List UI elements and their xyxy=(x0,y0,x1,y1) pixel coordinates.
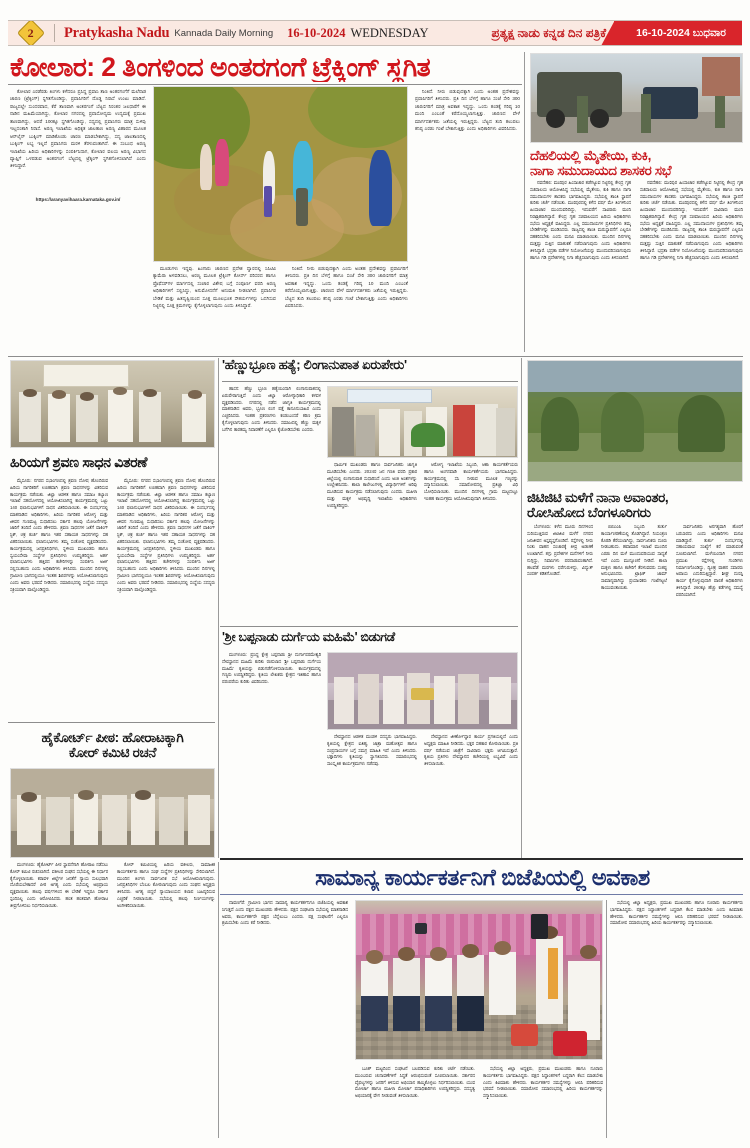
book-body-col3 xyxy=(424,734,518,852)
hearing-col2-text: ಮೈಸೂರು: ನಗರದ ಸಭಾಂಗಣದಲ್ಲಿ ಶ್ರವಣ ದೋಷ ಹೊಂದಿರುವ ಹಿರಿಯ ನಾಗರಿಕರಿಗೆ ಉಚಿತವಾಗಿ ಶ್ರವಣ ಸಾಧನಗಳನ್ನು ವಿತರಿಸುವ ಕಾರ್ಯಕ್ರಮ ನಡೆಯಿತು. ಜಿಲ್ಲಾ ಆಡಳಿತ ಹಾಗೂ ಸಮಾಜ ಕಲ್ಯಾಣ ಇಲಾಖೆ ಸಹಯೋಗದಲ್ಲಿ ಆಯೋಜಿಸಲಾಗಿದ್ದ ಕಾರ್ಯಕ್ರಮದಲ್ಲಿ ಒಟ್ಟು 140 ಫಲಾನುಭವಿಗಳಿಗೆ ಸಾಧನ ವಿತರಿಸಲಾಯಿತು. ಈ ಸಂದರ್ಭದಲ್ಲಿ ಮಾತನಾಡಿದ ಅಧಿಕಾರಿಗಳು, ಹಿರಿಯ ನಾಗರಿಕರ ಆರೋಗ್ಯ ಮತ್ತು ಜೀವನ ಗುಣಮಟ್ಟ ಸುಧಾರಿಸಲು ಸರ್ಕಾರ ಹಲವು ಯೋಜನೆಗಳನ್ನು ಜಾರಿಗೆ ತಂದಿದೆ ಎಂದು ಹೇಳಿದರು. ಶ್ರವಣ ಸಾಧನಗಳ ಜತೆಗೆ ವಾಕಿಂಗ್ ಸ್ಟಿಕ್, ಚಕ್ರ ಕುರ್ಚಿ ಹಾಗೂ ಇತರ ಸಹಾಯಕ ಸಾಧನಗಳನ್ನು ಸಹ ವಿತರಿಸಲಾಯಿತು. ಫಲಾನುಭವಿಗಳು ತಮ್ಮ ಸಂತೋಷ ವ್ಯಕ್ತಪಡಿಸಿದರು. ಕಾರ್ಯಕ್ರಮದಲ್ಲಿ ಜನಪ್ರತಿನಿಧಿಗಳು, ಸ್ಥಳೀಯ ಮುಖಂಡರು ಹಾಗೂ ಸ್ವಯಂಸೇವಾ ಸಂಸ್ಥೆಗಳ ಪ್ರತಿನಿಧಿಗಳು ಉಪಸ್ಥಿತರಿದ್ದರು. ಅರ್ಹ ಫಲಾನುಭವಿಗಳು ಹತ್ತಿರದ ಕಚೇರಿಗಳನ್ನು ಸಂಪರ್ಕಿಸಿ ಅರ್ಜಿ ಸಲ್ಲಿಸಬಹುದು ಎಂದು ಅಧಿಕಾರಿಗಳು ತಿಳಿಸಿದರು. ಮುಂದಿನ ದಿನಗಳಲ್ಲಿ ಗ್ರಾಮೀಣ ಭಾಗದಲ್ಲಿಯೂ ಇಂತಹ ಶಿಬಿರಗಳನ್ನು ಆಯೋಜಿಸಲಾಗುವುದು ಎಂದು ಅವರು ಭರವಸೆ ನೀಡಿದರು. ಸಮಾರಂಭದಲ್ಲಿ ಸಂಸ್ಥೆಯ ಸದಸ್ಯರು ಸಕ್ರಿಯವಾಗಿ ಪಾಲ್ಗೊಂಡಿದ್ದರು. xyxy=(117,478,215,592)
lead-col4-text: ನಿಂತಿದೆ. ನೀರು ಬಿಡುವುದಕ್ಕಾಗಿ ಎಂದು ಅಂತಹ ಪ್ರದೇಶವನ್ನು ಪ್ರವಾಸಿಗರಿಗೆ ತಿಳಿಸಿದರು. ಪ್ರತಿ ದಿನ ಬೆಳಗ್ಗೆ ಹಾಗೂ ಸಂಜೆ ಸೇರಿ 300 ಚಾರಣಿಗರಿಗೆ ಮಾತ್ರ ಅವಕಾಶ ಇದ್ದದ್ದು. ಒಂದು ತಂಡಕ್ಕೆ ಗರಿಷ್ಠ 10 ಮಂದಿ ಎಂಬಂತೆ ಕರೆದೊಯ್ಯಲಾಗುತ್ತಿತ್ತು. ಚಾರಣದ ವೇಳೆ ಮಾರ್ಗದರ್ಶಕರು ಜತೆಯಲ್ಲಿ ಇರುತ್ತಿದ್ದರು. ಬೆಟ್ಟದ ತುದಿ ತಲುಪಲು ಕನಿಷ್ಠ ಎರಡು ಗಂಟೆ ಬೇಕಾಗುತ್ತಿತ್ತು ಎಂದು ಅಧಿಕಾರಿಗಳು ವಿವರಿಸಿದರು. xyxy=(415,89,520,132)
bjp-col1-text: ದಾವಣಗೆರೆ: ಗ್ರಾಮೀಣ ಭಾಗದ ಸಾಮಾನ್ಯ ಕಾರ್ಯಕರ್ತನಿಗೂ ಬಿಜೆಪಿಯಲ್ಲಿ ಅವಕಾಶ ಸಿಗುತ್ತದೆ ಎಂದು ಪಕ್ಷದ ಮುಖಂಡರು ಹೇಳಿದರು. ಪಕ್ಷದ ಸಂಘಟನಾ ಸಭೆಯಲ್ಲಿ ಮಾತನಾಡಿದ ಅವರು, ಕಾರ್ಯಕರ್ತರೇ ಪಕ್ಷದ ಬೆನ್ನೆಲುಬು ಎಂದರು. ಪಕ್ಷ ಸಂಘಟನೆಗೆ ಎಲ್ಲರೂ ಶ್ರಮಿಸಬೇಕು ಎಂದು ಕರೆ ನೀಡಿದರು. xyxy=(222,900,348,926)
lead-body-col2 xyxy=(153,265,276,355)
column-rule-center-1 xyxy=(218,358,219,858)
masthead-kannada-tagline: ಪ್ರತ್ಯಕ್ಷ ನಾಡು ಕನ್ನಡ ದಿನ ಪತ್ರಿಕೆ xyxy=(491,25,607,40)
manipur-headline-line1: ದೆಹಲಿಯಲ್ಲಿ ಮೈತೇಯಿ, ಕುಕಿ, xyxy=(530,148,652,163)
column-rule-right-top xyxy=(524,52,525,352)
highcourt-headline-line1: ಹೈಕೋರ್ಟ್ ಪೀಠ: ಹೋರಾಟಕ್ಕಾಗಿ xyxy=(41,730,184,745)
highcourt-body-col2 xyxy=(117,862,215,1137)
foeticide-col3-text: ಆರೋಗ್ಯ ಇಲಾಖೆಯ ಸಿಬ್ಬಂದಿ, ಆಶಾ ಕಾರ್ಯಕರ್ತೆಯರು ಹಾಗೂ ಅಂಗನವಾಡಿ ಕಾರ್ಯಕರ್ತೆಯರು ಭಾಗವಹಿಸಿದ್ದರು. ಕಾರ್ಯಕ್ರಮದಲ್ಲಿ ಸಸಿ ನೀಡುವ ಮೂಲಕ ಗಣ್ಯರನ್ನು ಸನ್ಮಾನಿಸಲಾಯಿತು. ಸಮಾರೋಪದಲ್ಲಿ ಪ್ರತಿಜ್ಞಾ ವಿಧಿ ಬೋಧಿಸಲಾಯಿತು. ಮುಂದಿನ ದಿನಗಳಲ್ಲಿ ಗ್ರಾಮ ಮಟ್ಟದಲ್ಲೂ ಇಂತಹ ಕಾರ್ಯಕ್ರಮ ಆಯೋಜಿಸುವುದಾಗಿ ತಿಳಿಸಿದರು. xyxy=(424,462,518,501)
rule-above-highcourt xyxy=(8,722,215,723)
masthead-divider xyxy=(54,24,55,42)
rule-under-lead-headline xyxy=(8,84,522,85)
photo-bengaluru-rain xyxy=(527,360,743,482)
bjp-body-col1 xyxy=(222,900,348,1138)
bjp-body-col2 xyxy=(355,1066,475,1138)
hearing-aid-body-col1 xyxy=(10,478,108,716)
hearing-aid-body-col2 xyxy=(117,478,215,716)
masthead xyxy=(8,20,742,46)
manipur-body-col1 xyxy=(530,180,631,352)
column-rule-bottom-left xyxy=(218,862,219,1138)
bjp-body-col4 xyxy=(610,900,743,1138)
diamond-icon xyxy=(17,20,45,46)
hearing-col1-text: ಮೈಸೂರು: ನಗರದ ಸಭಾಂಗಣದಲ್ಲಿ ಶ್ರವಣ ದೋಷ ಹೊಂದಿರುವ ಹಿರಿಯ ನಾಗರಿಕರಿಗೆ ಉಚಿತವಾಗಿ ಶ್ರವಣ ಸಾಧನಗಳನ್ನು ವಿತರಿಸುವ ಕಾರ್ಯಕ್ರಮ ನಡೆಯಿತು. ಜಿಲ್ಲಾ ಆಡಳಿತ ಹಾಗೂ ಸಮಾಜ ಕಲ್ಯಾಣ ಇಲಾಖೆ ಸಹಯೋಗದಲ್ಲಿ ಆಯೋಜಿಸಲಾಗಿದ್ದ ಕಾರ್ಯಕ್ರಮದಲ್ಲಿ ಒಟ್ಟು 140 ಫಲಾನುಭವಿಗಳಿಗೆ ಸಾಧನ ವಿತರಿಸಲಾಯಿತು. ಈ ಸಂದರ್ಭದಲ್ಲಿ ಮಾತನಾಡಿದ ಅಧಿಕಾರಿಗಳು, ಹಿರಿಯ ನಾಗರಿಕರ ಆರೋಗ್ಯ ಮತ್ತು ಜೀವನ ಗುಣಮಟ್ಟ ಸುಧಾರಿಸಲು ಸರ್ಕಾರ ಹಲವು ಯೋಜನೆಗಳನ್ನು ಜಾರಿಗೆ ತಂದಿದೆ ಎಂದು ಹೇಳಿದರು. ಶ್ರವಣ ಸಾಧನಗಳ ಜತೆಗೆ ವಾಕಿಂಗ್ ಸ್ಟಿಕ್, ಚಕ್ರ ಕುರ್ಚಿ ಹಾಗೂ ಇತರ ಸಹಾಯಕ ಸಾಧನಗಳನ್ನು ಸಹ ವಿತರಿಸಲಾಯಿತು. ಫಲಾನುಭವಿಗಳು ತಮ್ಮ ಸಂತೋಷ ವ್ಯಕ್ತಪಡಿಸಿದರು. ಕಾರ್ಯಕ್ರಮದಲ್ಲಿ ಜನಪ್ರತಿನಿಧಿಗಳು, ಸ್ಥಳೀಯ ಮುಖಂಡರು ಹಾಗೂ ಸ್ವಯಂಸೇವಾ ಸಂಸ್ಥೆಗಳ ಪ್ರತಿನಿಧಿಗಳು ಉಪಸ್ಥಿತರಿದ್ದರು. ಅರ್ಹ ಫಲಾನುಭವಿಗಳು ಹತ್ತಿರದ ಕಚೇರಿಗಳನ್ನು ಸಂಪರ್ಕಿಸಿ ಅರ್ಜಿ ಸಲ್ಲಿಸಬಹುದು ಎಂದು ಅಧಿಕಾರಿಗಳು ತಿಳಿಸಿದರು. ಮುಂದಿನ ದಿನಗಳಲ್ಲಿ ಗ್ರಾಮೀಣ ಭಾಗದಲ್ಲಿಯೂ ಇಂತಹ ಶಿಬಿರಗಳನ್ನು ಆಯೋಜಿಸಲಾಗುವುದು ಎಂದು ಅವರು ಭರವಸೆ ನೀಡಿದರು. ಸಮಾರಂಭದಲ್ಲಿ ಸಂಸ್ಥೆಯ ಸದಸ್ಯರು ಸಕ್ರಿಯವಾಗಿ ಪಾಲ್ಗೊಂಡಿದ್ದರು. xyxy=(10,478,108,592)
rain-col3-text: ಸಾರ್ವಜನಿಕರು ಅನಗತ್ಯವಾಗಿ ಹೊರಗೆ ಬರಬಾರದು ಎಂದು ಅಧಿಕಾರಿಗಳು ಮನವಿ ಮಾಡಿದ್ದಾರೆ. ತುರ್ತು ಸಂದರ್ಭದಲ್ಲಿ ಸಹಾಯವಾಣಿ ಸಂಖ್ಯೆಗೆ ಕರೆ ಮಾಡುವಂತೆ ಸೂಚಿಸಲಾಗಿದೆ. ಮಳೆಯಿಂದಾಗಿ ನಗರದ ಪ್ರಮುಖ ರಸ್ತೆಗಳಲ್ಲಿ ಗುಂಡಿಗಳು ನಿರ್ಮಾಣಗೊಂಡಿದ್ದು, ದ್ವಿಚಕ್ರ ವಾಹನ ಸವಾರರು ಅಪಾಯ ಎದುರಿಸುತ್ತಿದ್ದಾರೆ. ಶೀಘ್ರ ದುರಸ್ತಿ ಕಾರ್ಯ ಕೈಗೊಳ್ಳುವುದಾಗಿ ಪಾಲಿಕೆ ಅಧಿಕಾರಿಗಳು ತಿಳಿಸಿದ್ದಾರೆ. 260ಕ್ಕೂ ಹೆಚ್ಚು ಕಡೆಗಳಲ್ಲಿ ಸಮಸ್ಯೆ ವರದಿಯಾಗಿದೆ. xyxy=(676,524,743,597)
manipur-headline-line2: ನಾಗಾ ಸಮುದಾಯದ ಶಾಸಕರ ಸಭೆ xyxy=(530,163,672,179)
lead-body-col3 xyxy=(285,265,408,355)
highcourt-headline-line2: ಕೋರ್ ಕಮಿಟಿ ರಚನೆ xyxy=(68,745,157,761)
photo-highcourt-meeting xyxy=(10,768,215,858)
rain-body-col1 xyxy=(527,524,593,856)
rain-body-col3 xyxy=(676,524,743,856)
rule-under-bjp-banner xyxy=(220,894,743,895)
manipur-col2-text: ನವದೆಹಲಿ: ಮಣಿಪುರ ಹಿಂಸಾಚಾರ ತಡೆಗಟ್ಟುವ ನಿಟ್ಟಿನಲ್ಲಿ ಕೇಂದ್ರ ಗೃಹ ಸಚಿವಾಲಯ ಆಯೋಜಿಸಿದ್ದ ಸಭೆಯಲ್ಲಿ ಮೈತೇಯಿ, ಕುಕಿ ಹಾಗೂ ನಾಗಾ ಸಮುದಾಯಗಳ ಶಾಸಕರು ಭಾಗವಹಿಸಿದ್ದರು. ಸಭೆಯಲ್ಲಿ ಶಾಂತಿ ಸ್ಥಾಪನೆ ಕುರಿತು ಚರ್ಚೆ ನಡೆಯಿತು. ಮಣಿಪುರದಲ್ಲಿ ಕಳೆದ ವರ್ಷ ಮೇ ತಿಂಗಳಿನಿಂದ ಹಿಂಸಾಚಾರ ಮುಂದುವರಿದಿದ್ದು, ಇದುವರೆಗೆ ಸಾವಿರಾರು ಮಂದಿ ನಿರಾಶ್ರಿತರಾಗಿದ್ದಾರೆ. ಕೇಂದ್ರ ಗೃಹ ಸಚಿವಾಲಯದ ಹಿರಿಯ ಅಧಿಕಾರಿಗಳು ಸಭೆಯ ಅಧ್ಯಕ್ಷತೆ ವಹಿಸಿದ್ದರು. ಎಲ್ಲ ಸಮುದಾಯಗಳ ಪ್ರತಿನಿಧಿಗಳು ತಮ್ಮ ಬೇಡಿಕೆಗಳನ್ನು ಮಂಡಿಸಿದರು. ರಾಜ್ಯದಲ್ಲಿ ಶಾಂತಿ ಮರುಸ್ಥಾಪನೆಗೆ ಎಲ್ಲರೂ ಸಹಕರಿಸಬೇಕು ಎಂದು ಮನವಿ ಮಾಡಲಾಯಿತು. ಮುಂದಿನ ದಿನಗಳಲ್ಲಿ ಮತ್ತಷ್ಟು ಸುತ್ತಿನ ಮಾತುಕತೆ ನಡೆಸಲಾಗುವುದು ಎಂದು ಅಧಿಕಾರಿಗಳು ತಿಳಿಸಿದ್ದಾರೆ. ಭದ್ರತಾ ಪಡೆಗಳ ನಿಯೋಜನೆಯನ್ನು ಮುಂದುವರಿಸಲಾಗುವುದು ಹಾಗೂ ಗಡಿ ಪ್ರದೇಶಗಳಲ್ಲಿ ನಿಗಾ ಹೆಚ್ಚಿಸಲಾಗುವುದು ಎಂದು ತಿಳಿಸಲಾಗಿದೆ. xyxy=(640,180,743,260)
bjp-headline: ಸಾಮಾನ್ಯ ಕಾರ್ಯಕರ್ತನಿಗೆ ಬಿಜೆಪಿಯಲ್ಲಿ ಅವಕಾಶ xyxy=(315,866,650,890)
masthead-weekday: WEDNESDAY xyxy=(350,25,429,40)
photo-trekking xyxy=(153,86,408,262)
paper-tagline: Kannada Daily Morning xyxy=(174,27,274,39)
photo-book-release xyxy=(327,652,518,730)
masthead-date: 16-10-2024 xyxy=(287,25,346,40)
bengaluru-rain-headline xyxy=(527,490,743,520)
lead-col3-text: ನಿಂತಿದೆ. ನೀರು ಬಿಡುವುದಕ್ಕಾಗಿ ಎಂದು ಅಂತಹ ಪ್ರದೇಶವನ್ನು ಪ್ರವಾಸಿಗರಿಗೆ ತಿಳಿಸಿದರು. ಪ್ರತಿ ದಿನ ಬೆಳಗ್ಗೆ ಹಾಗೂ ಸಂಜೆ ಸೇರಿ 300 ಚಾರಣಿಗರಿಗೆ ಮಾತ್ರ ಅವಕಾಶ ಇದ್ದದ್ದು. ಒಂದು ತಂಡಕ್ಕೆ ಗರಿಷ್ಠ 10 ಮಂದಿ ಎಂಬಂತೆ ಕರೆದೊಯ್ಯಲಾಗುತ್ತಿತ್ತು. ಚಾರಣದ ವೇಳೆ ಮಾರ್ಗದರ್ಶಕರು ಜತೆಯಲ್ಲಿ ಇರುತ್ತಿದ್ದರು. ಬೆಟ್ಟದ ತುದಿ ತಲುಪಲು ಕನಿಷ್ಠ ಎರಡು ಗಂಟೆ ಬೇಕಾಗುತ್ತಿತ್ತು ಎಂದು ಅಧಿಕಾರಿಗಳು ವಿವರಿಸಿದರು. xyxy=(285,266,408,309)
column-rule-right-2 xyxy=(521,358,522,858)
rain-body-col2 xyxy=(601,524,667,856)
bjp-col4-text: ಸಭೆಯಲ್ಲಿ ಜಿಲ್ಲಾ ಅಧ್ಯಕ್ಷರು, ಪ್ರಮುಖ ಮುಖಂಡರು ಹಾಗೂ ನೂರಾರು ಕಾರ್ಯಕರ್ತರು ಭಾಗವಹಿಸಿದ್ದರು. ಪಕ್ಷದ ಸಿದ್ಧಾಂತಗಳಿಗೆ ಬದ್ಧರಾಗಿ ಕೆಲಸ ಮಾಡಬೇಕು ಎಂದು ಕಿವಿಮಾತು ಹೇಳಿದರು. ಕಾರ್ಯಕರ್ತರ ಸಮಸ್ಯೆಗಳನ್ನು ಆಲಿಸಿ ಪರಿಹರಿಸುವ ಭರವಸೆ ನೀಡಲಾಯಿತು. ಸಮಾರೋಪ ಸಮಾರಂಭದಲ್ಲಿ ಹಿರಿಯ ಕಾರ್ಯಕರ್ತರನ್ನು ಸನ್ಮಾನಿಸಲಾಯಿತು. xyxy=(610,900,743,926)
lead-body-col4 xyxy=(415,88,520,356)
rule-under-foeticide-headline xyxy=(222,381,518,382)
page-number: 2 xyxy=(28,25,34,40)
photo-military-street xyxy=(530,53,743,143)
highcourt-col2-text: ಕೋರ್ ಕಮಿಟಿಯಲ್ಲಿ ಹಿರಿಯ ವಕೀಲರು, ಸಾಮಾಜಿಕ ಕಾರ್ಯಕರ್ತರು ಹಾಗೂ ಸಂಘ ಸಂಸ್ಥೆಗಳ ಪ್ರತಿನಿಧಿಗಳನ್ನು ಸೇರಿಸಲಾಗಿದೆ. ಮುಂದಿನ ತಿಂಗಳು ಸಾರ್ವಜನಿಕ ಸಭೆ ಆಯೋಜಿಸಲಾಗುವುದು. ಜನಪ್ರತಿನಿಧಿಗಳ ಬೆಂಬಲ ಕೋರಲಾಗುವುದು ಎಂದು ಸಂಘದ ಅಧ್ಯಕ್ಷರು ತಿಳಿಸಿದರು. ಅಗತ್ಯ ಬಿದ್ದರೆ ನ್ಯಾಯಾಲಯದ ಕಲಾಪ ಬಹಿಷ್ಕರಿಸುವ ಎಚ್ಚರಿಕೆ ನೀಡಲಾಯಿತು. ಸಭೆಯಲ್ಲಿ ಹಲವು ನಿರ್ಣಯಗಳನ್ನು ಅಂಗೀಕರಿಸಲಾಯಿತು. xyxy=(117,862,215,908)
rain-headline-line1: ಜಿಟಿಜಿಟಿ ಮಳೆಗೆ ನಾನಾ ಅವಾಂತರ, xyxy=(527,490,669,505)
foeticide-col2-text: ಧಾರ್ಮಿಕ ಮುಖಂಡರು ಹಾಗೂ ಸಾರ್ವಜನಿಕರು ಜಾಗೃತಿ ಮೂಡಿಸಬೇಕು ಎಂದರು. 2024ರ ಜನ ಗಣತಿ ವರದಿ ಪ್ರಕಾರ ಜಿಲ್ಲೆಯಲ್ಲಿ ಲಿಂಗಾನುಪಾತ ಸುಧಾರಿಸಿದೆ ಎಂದು ಅಂಕಿ ಅಂಶಗಳನ್ನು ಉಲ್ಲೇಖಿಸಿದರು. ಶಾಲಾ ಕಾಲೇಜುಗಳಲ್ಲಿ ವಿದ್ಯಾರ್ಥಿಗಳಿಗೆ ಅರಿವು ಮೂಡಿಸುವ ಕಾರ್ಯಕ್ರಮ ನಡೆಸಲಾಗುವುದು ಎಂದರು. ಮಹಿಳಾ ಮತ್ತು ಮಕ್ಕಳ ಅಭಿವೃದ್ಧಿ ಇಲಾಖೆಯ ಅಧಿಕಾರಿಗಳು ಉಪಸ್ಥಿತರಿದ್ದರು. xyxy=(327,462,417,508)
rain-headline-line2: ರೋಸಿಹೋದ ಬೆಂಗಳೂರಿಗರು xyxy=(527,505,651,521)
book-body-col2 xyxy=(327,734,417,852)
photo-foeticide-event xyxy=(327,386,518,458)
foeticide-col1-text: ಹಾಸನ: ಹೆಣ್ಣು ಭ್ರೂಣ ಹತ್ಯೆಯಿಂದಾಗಿ ಲಿಂಗಾನುಪಾತದಲ್ಲಿ ಏರುಪೇರಾಗುತ್ತಿದೆ ಎಂದು ಜಿಲ್ಲಾ ಆರೋಗ್ಯಾಧಿಕಾರಿ ಕಳವಳ ವ್ಯಕ್ತಪಡಿಸಿದರು. ನಗರದಲ್ಲಿ ನಡೆದ ಜಾಗೃತಿ ಕಾರ್ಯಕ್ರಮದಲ್ಲಿ ಮಾತನಾಡಿದ ಅವರು, ಭ್ರೂಣ ಲಿಂಗ ಪತ್ತೆ ಕಾನೂನುಬಾಹಿರ ಎಂದು ಎಚ್ಚರಿಸಿದರು. ಇಂತಹ ಪ್ರಕರಣಗಳು ಕಂಡುಬಂದರೆ ಕಠಿಣ ಕ್ರಮ ಕೈಗೊಳ್ಳಲಾಗುವುದು ಎಂದು ತಿಳಿಸಿದರು. ಸಮಾಜದಲ್ಲಿ ಹೆಣ್ಣು ಮಕ್ಕಳ ಬಗೆಗಿನ ತಾರತಮ್ಯ ನಿವಾರಣೆಗೆ ಎಲ್ಲರೂ ಕೈಜೋಡಿಸಬೇಕು ಎಂದರು. xyxy=(222,386,321,432)
book-release-headline: 'ಶ್ರೀ ಬಪ್ಪನಾಡು ದುರ್ಗೆಯ ಮಹಿಮೆ' ಬಿಡುಗಡೆ xyxy=(222,630,395,644)
book-col2-text: ದೇವಸ್ಥಾನದ ಆಡಳಿತ ಮಂಡಳಿ ಸದಸ್ಯರು ಭಾಗವಹಿಸಿದ್ದರು. ಕೃತಿಯಲ್ಲಿ ಕ್ಷೇತ್ರದ ಐತಿಹ್ಯ, ಜಾತ್ರಾ ಮಹೋತ್ಸವ ಹಾಗೂ ಸಂಪ್ರದಾಯಗಳ ಬಗ್ಗೆ ಸಮಗ್ರ ಮಾಹಿತಿ ಇದೆ ಎಂದು ತಿಳಿಸಿದರು. ಭಕ್ತಾದಿಗಳು ಕೃತಿಯನ್ನು ಸ್ವಾಗತಿಸಿದರು. ಸಮಾರಂಭದಲ್ಲಿ ಸಾಂಸ್ಕೃತಿಕ ಕಾರ್ಯಕ್ರಮಗಳು ನಡೆದವು. xyxy=(327,734,417,767)
masthead-date-tab: 16-10-2024 ಬುಧವಾರ xyxy=(614,20,742,46)
highcourt-col1-text: ಮಂಗಳೂರು: ಹೈಕೋರ್ಟ್ ಪೀಠ ಸ್ಥಾಪನೆಗಾಗಿ ಹೋರಾಟ ನಡೆಸಲು ಕೋರ್ ಕಮಿಟಿ ರಚಿಸಲಾಗಿದೆ. ವಕೀಲರ ಸಂಘದ ಸಭೆಯಲ್ಲಿ ಈ ನಿರ್ಧಾರ ಕೈಗೊಳ್ಳಲಾಯಿತು. ಕರಾವಳಿ ಜಿಲ್ಲೆಗಳ ಜನತೆಗೆ ನ್ಯಾಯ ಸುಲಭವಾಗಿ ದೊರೆಯಬೇಕಾದರೆ ಪೀಠ ಅಗತ್ಯ ಎಂದು ಸಭೆಯಲ್ಲಿ ಅಭಿಪ್ರಾಯ ವ್ಯಕ್ತವಾಯಿತು. ಹಲವು ವರ್ಷಗಳಿಂದ ಈ ಬೇಡಿಕೆ ಇದ್ದರೂ ಸರ್ಕಾರ ಸ್ಪಂದಿಸಿಲ್ಲ ಎಂದು ಆರೋಪಿಸಿದರು. ಹಂತ ಹಂತವಾಗಿ ಹೋರಾಟ ತೀವ್ರಗೊಳಿಸಲು ನಿರ್ಧರಿಸಲಾಯಿತು. xyxy=(10,862,108,908)
manipur-body-col2 xyxy=(640,180,743,352)
highcourt-headline xyxy=(10,730,215,760)
book-col3-text: ದೇವಸ್ಥಾನದ ಜೀರ್ಣೋದ್ಧಾರ ಕಾರ್ಯ ಪ್ರಗತಿಯಲ್ಲಿದೆ ಎಂದು ಅಧ್ಯಕ್ಷರು ಮಾಹಿತಿ ನೀಡಿದರು. ಭಕ್ತರ ಸಹಕಾರ ಕೋರಲಾಯಿತು. ಪ್ರತಿ ವರ್ಷ ನಡೆಯುವ ಜಾತ್ರೆಗೆ ಸಾವಿರಾರು ಭಕ್ತರು ಆಗಮಿಸುತ್ತಾರೆ. ಕೃತಿಯ ಪ್ರತಿಗಳು ದೇವಸ್ಥಾನದ ಕಚೇರಿಯಲ್ಲಿ ಲಭ್ಯವಿವೆ ಎಂದು ತಿಳಿಸಲಾಯಿತು. xyxy=(424,734,518,767)
rule-above-bjp-banner xyxy=(220,858,743,860)
rain-col2-text: ಬಿಬಿಎಂಪಿ ಸಿಬ್ಬಂದಿ ತುರ್ತು ಕಾರ್ಯಾಚರಣೆಯಲ್ಲಿ ತೊಡಗಿದ್ದಾರೆ. ನಿಯಂತ್ರಣ ಕೊಠಡಿ ತೆರೆಯಲಾಗಿದ್ದು, ಸಾರ್ವಜನಿಕರು ದೂರು ನೀಡಬಹುದು. ಹವಾಮಾನ ಇಲಾಖೆ ಮುಂದಿನ ಎರಡು ದಿನ ಮಳೆ ಮುಂದುವರಿಯುವ ಸಾಧ್ಯತೆ ಇದೆ ಎಂದು ಮುನ್ಸೂಚನೆ ನೀಡಿದೆ. ಶಾಲಾ ಮಕ್ಕಳು ಹಾಗೂ ಕಚೇರಿಗೆ ತೆರಳುವವರು ಸಂಕಷ್ಟ ಅನುಭವಿಸಿದರು. ಟ್ರಾಫಿಕ್ ಜಾಮ್ ಸಾಮಾನ್ಯವಾಗಿದ್ದು ಪ್ರಯಾಣಿಕರು ಗಂಟೆಗಟ್ಟಲೆ ಕಾಯುವಂತಾಯಿತು. xyxy=(601,524,667,591)
lead-url-line xyxy=(10,196,146,230)
rain-col1-text: ಬೆಂಗಳೂರು: ಕಳೆದ ಮೂರು ದಿನಗಳಿಂದ ಸುರಿಯುತ್ತಿರುವ ಜಿಟಿಜಿಟಿ ಮಳೆಗೆ ನಗರದ ಜನಜೀವನ ಅಸ್ತವ್ಯಸ್ತಗೊಂಡಿದೆ. ರಸ್ತೆಗಳಲ್ಲಿ ನೀರು ನಿಂತು ವಾಹನ ಸಂಚಾರಕ್ಕೆ ತೀವ್ರ ಅಡಚಣೆ ಉಂಟಾಗಿದೆ. ತಗ್ಗು ಪ್ರದೇಶಗಳ ಮನೆಗಳಿಗೆ ನೀರು ನುಗ್ಗಿದ್ದು, ನಿವಾಸಿಗಳು ಪರದಾಡುವಂತಾಗಿದೆ. ಹಲವೆಡೆ ಮರಗಳು ಧರೆಗುರುಳಿದ್ದು, ವಿದ್ಯುತ್ ಸಂಪರ್ಕ ಕಡಿತಗೊಂಡಿದೆ. xyxy=(527,524,593,577)
lead-headline: ಕೋಲಾರ: 2 ತಿಂಗಳಿಂದ ಅಂತರಗಂಗೆ ಟ್ರೆಕ್ಕಿಂಗ್ ಸ್ಥಗಿತ xyxy=(10,53,431,82)
hearing-aid-headline: ಹಿರಿಯಗೆ ಶ್ರವಣ ಸಾಧನ ವಿತರಣೆ xyxy=(10,454,148,470)
highcourt-body-col1 xyxy=(10,862,108,1137)
foeticide-body-col2 xyxy=(327,462,417,624)
paper-name: Pratykasha Nadu xyxy=(64,24,170,41)
aranyavihaara-url[interactable]: https://aranyavihaara.karnataka.gov.in/ xyxy=(35,197,121,202)
bjp-col3-text: ಸಭೆಯಲ್ಲಿ ಜಿಲ್ಲಾ ಅಧ್ಯಕ್ಷರು, ಪ್ರಮುಖ ಮುಖಂಡರು ಹಾಗೂ ನೂರಾರು ಕಾರ್ಯಕರ್ತರು ಭಾಗವಹಿಸಿದ್ದರು. ಪಕ್ಷದ ಸಿದ್ಧಾಂತಗಳಿಗೆ ಬದ್ಧರಾಗಿ ಕೆಲಸ ಮಾಡಬೇಕು ಎಂದು ಕಿವಿಮಾತು ಹೇಳಿದರು. ಕಾರ್ಯಕರ್ತರ ಸಮಸ್ಯೆಗಳನ್ನು ಆಲಿಸಿ ಪರಿಹರಿಸುವ ಭರವಸೆ ನೀಡಲಾಯಿತು. ಸಮಾರೋಪ ಸಮಾರಂಭದಲ್ಲಿ ಹಿರಿಯ ಕಾರ್ಯಕರ್ತರನ್ನು ಸನ್ಮಾನಿಸಲಾಯಿತು. xyxy=(483,1066,603,1099)
manipur-col1-text: ನವದೆಹಲಿ: ಮಣಿಪುರ ಹಿಂಸಾಚಾರ ತಡೆಗಟ್ಟುವ ನಿಟ್ಟಿನಲ್ಲಿ ಕೇಂದ್ರ ಗೃಹ ಸಚಿವಾಲಯ ಆಯೋಜಿಸಿದ್ದ ಸಭೆಯಲ್ಲಿ ಮೈತೇಯಿ, ಕುಕಿ ಹಾಗೂ ನಾಗಾ ಸಮುದಾಯಗಳ ಶಾಸಕರು ಭಾಗವಹಿಸಿದ್ದರು. ಸಭೆಯಲ್ಲಿ ಶಾಂತಿ ಸ್ಥಾಪನೆ ಕುರಿತು ಚರ್ಚೆ ನಡೆಯಿತು. ಮಣಿಪುರದಲ್ಲಿ ಕಳೆದ ವರ್ಷ ಮೇ ತಿಂಗಳಿನಿಂದ ಹಿಂಸಾಚಾರ ಮುಂದುವರಿದಿದ್ದು, ಇದುವರೆಗೆ ಸಾವಿರಾರು ಮಂದಿ ನಿರಾಶ್ರಿತರಾಗಿದ್ದಾರೆ. ಕೇಂದ್ರ ಗೃಹ ಸಚಿವಾಲಯದ ಹಿರಿಯ ಅಧಿಕಾರಿಗಳು ಸಭೆಯ ಅಧ್ಯಕ್ಷತೆ ವಹಿಸಿದ್ದರು. ಎಲ್ಲ ಸಮುದಾಯಗಳ ಪ್ರತಿನಿಧಿಗಳು ತಮ್ಮ ಬೇಡಿಕೆಗಳನ್ನು ಮಂಡಿಸಿದರು. ರಾಜ್ಯದಲ್ಲಿ ಶಾಂತಿ ಮರುಸ್ಥಾಪನೆಗೆ ಎಲ್ಲರೂ ಸಹಕರಿಸಬೇಕು ಎಂದು ಮನವಿ ಮಾಡಲಾಯಿತು. ಮುಂದಿನ ದಿನಗಳಲ್ಲಿ ಮತ್ತಷ್ಟು ಸುತ್ತಿನ ಮಾತುಕತೆ ನಡೆಸಲಾಗುವುದು ಎಂದು ಅಧಿಕಾರಿಗಳು ತಿಳಿಸಿದ್ದಾರೆ. ಭದ್ರತಾ ಪಡೆಗಳ ನಿಯೋಜನೆಯನ್ನು ಮುಂದುವರಿಸಲಾಗುವುದು ಹಾಗೂ ಗಡಿ ಪ್ರದೇಶಗಳಲ್ಲಿ ನಿಗಾ ಹೆಚ್ಚಿಸಲಾಗುವುದು ಎಂದು ತಿಳಿಸಲಾಗಿದೆ. xyxy=(530,180,631,260)
photo-bjp-rally xyxy=(355,900,603,1060)
lead-col1-text: ಕೋಲಾರ ಎರಡೆರಡು ತಿಂಗಳು ಕಳೆದರೂ ಪ್ರಸಿದ್ಧ ಪ್ರವಾಸಿ ತಾಣ ಅಂತರಗಂಗೆಗೆ ಮಲೆನಾಡ ಚಾರಣ (ಟ್ರೆಕ್ಕಿಂಗ್) ಸ್ಥಗಿತಗೊಂಡಿದ್ದು, ಪ್ರವಾಸಿಗರಿಗೆ ದೊಡ್ಡ ನಿರಾಸೆ ಉಂಟು ಮಾಡಿದೆ. ರಾಜ್ಯದಲ್ಲೇ ಸುಂದರವಾದ, ಕೆರೆ ತಾಣವಾಗಿ ಅಂತರಗಂಗೆ ಬೆಟ್ಟದ ನಿರಂತರ ಜಲಧಾರೆಗೆ ಈ ನಾಡಿನ ಮಹಿಮೆಯಾಗಿದ್ದು, ಕೋಲಾರ ನಗರದಲ್ಲಿ ಪ್ರವಾಸೋದ್ಯಮ ಉದ್ಯಮಕ್ಕೆ ಪ್ರಮುಖ ತಾಣವಾಗಿದ್ದು, ಆದರೆ 100ಕ್ಕೂ ಸ್ಥಗಿತಗೊಂಡಿದ್ದು, ಸಧ್ಯದಲ್ಲಿ ಪ್ರವಾಸಿಗರು ಮಾತ್ರ ಸುಳಿವು ಇಲ್ಲದಂತಾಗಿ ನಿರಾಸೆ. ಅರಣ್ಯ ಇಲಾಖೆಯ ಅಧಿಕೃತ ಜಾಲತಾಣ ಅರಣ್ಯ ವಿಹಾರದ ಮೂಲಕ ಆನ್‌ಲೈನ್ ಬುಕ್ಕಿಂಗ್ ಮಾಡಿಕೊಂಡು ಚಾರಣ ಮಾಡಬೇಕಾಗಿದ್ದು, ಸದ್ಯ ಜಾಲತಾಣದಲ್ಲಿ ಬುಕ್ಕಿಂಗ್ ಲಭ್ಯ ಇಲ್ಲದೆ ಪ್ರವಾಸಿಗರು ಮರಳಿ ತೆರಳುವಂತಾಗಿದೆ. ಈ ಸಂಬಂಧ ಅರಣ್ಯ ಇಲಾಖೆಯ ಹಿರಿಯ ಅಧಿಕಾರಿಗಳನ್ನು ಸಂಪರ್ಕಿಸಿದಾಗ, ಕೋಲಾರ ವಲಯ ಅರಣ್ಯ ವಿಭಾಗದ ವ್ಯಾಪ್ತಿಗೆ ಒಳಪಡುವ ಅಂತರಗಂಗೆ ಬೆಟ್ಟದಲ್ಲಿ ಟ್ರೆಕ್ಕಿಂಗ್ ಸ್ಥಗಿತಗೊಳಿಸಲಾಗಿದೆ ಎಂದು ತಿಳಿಸಿದ್ದಾರೆ. xyxy=(10,89,146,169)
column-rule-bottom-right xyxy=(606,900,607,1138)
book-body-col1 xyxy=(222,652,321,852)
page-number-badge xyxy=(8,20,54,46)
foeticide-body-col3 xyxy=(424,462,518,624)
foeticide-body-col1 xyxy=(222,386,321,624)
bjp-col2-text: ಬೂತ್ ಮಟ್ಟದಿಂದ ಸಂಘಟನೆ ಬಲಪಡಿಸುವ ಕುರಿತು ಚರ್ಚೆ ನಡೆಯಿತು. ಮುಂಬರುವ ಚುನಾವಣೆಗಳಿಗೆ ಸಿದ್ಧತೆ ಆರಂಭಿಸುವಂತೆ ಸೂಚಿಸಲಾಯಿತು. ಸರ್ಕಾರದ ವೈಫಲ್ಯಗಳನ್ನು ಜನರಿಗೆ ತಿಳಿಸುವ ಅಭಿಯಾನ ಹಮ್ಮಿಕೊಳ್ಳಲು ನಿರ್ಧರಿಸಲಾಯಿತು. ಯುವ ಮೋರ್ಚಾ ಹಾಗೂ ಮಹಿಳಾ ಮೋರ್ಚಾ ಪದಾಧಿಕಾರಿಗಳು ಉಪಸ್ಥಿತರಿದ್ದರು. ಸದಸ್ಯತ್ವ ಅಭಿಯಾನಕ್ಕೆ ವೇಗ ನೀಡುವಂತೆ ತಿಳಿಸಲಾಯಿತು. xyxy=(355,1066,475,1099)
book-col1-text: ಮಂಗಳೂರು: ಪ್ರಸಿದ್ಧ ಕ್ಷೇತ್ರ ಬಪ್ಪನಾಡು ಶ್ರೀ ದುರ್ಗಾಪರಮೇಶ್ವರಿ ದೇವಸ್ಥಾನದ ಮಹಿಮೆ ಕುರಿತು ರಚಿಸಲಾದ 'ಶ್ರೀ ಬಪ್ಪನಾಡು ದುರ್ಗೆಯ ಮಹಿಮೆ' ಕೃತಿಯನ್ನು ಬಿಡುಗಡೆಗೊಳಿಸಲಾಯಿತು. ಕಾರ್ಯಕ್ರಮದಲ್ಲಿ ಗಣ್ಯರು ಉಪಸ್ಥಿತರಿದ್ದರು. ಕೃತಿಯ ಲೇಖಕರು ಕ್ಷೇತ್ರದ ಇತಿಹಾಸ ಹಾಗೂ ಪರಂಪರೆಯ ಕುರಿತು ವಿವರಿಸಿದರು. xyxy=(222,652,321,685)
rule-above-book-release xyxy=(220,626,518,627)
lead-col2-text: ಮೂಡುಗಳು ಇದ್ದವು. ಹಿಂಗಾರು ಚಾರಣದ ಪ್ರದೇಶ ದ್ವಾರದಲ್ಲಿ ಸಿಸಿಟಿವಿ ಕ್ಯಾಮೆರಾ ಅಳವಡಿಸಲು, ಅರಣ್ಯ ಮೂಲಕ ಟ್ರೆಕ್ಕಿಂಗ್ ಕೋರ್ಸ್ ಪರಿಸರದ ಹಾಗೂ ಪ್ರೊಫೆಸರ್‌ಗಳ ಮಾರ್ಗದಲ್ಲಿ ಸಂಚಾರ ವಿಶೇಷ ಬಗ್ಗೆ ಸಂಪೂರ್ಣ ವರದಿ ಅರಣ್ಯ ಅಧಿಕಾರಿಗಳಿಗೆ ಸಲ್ಲಿಸಿದ್ದು, ಅನುಮೋದನೆಗೆ ಅನುಮತಿ ನೀಡಲಾಗಿದೆ. ಪ್ರವಾಸಿಗರ ಬೇಡಿಕೆ ಮತ್ತು ಹಿತದೃಷ್ಟಿಯಿಂದ ಸೂಕ್ತ ಮೂಲಭೂತ ಸೌಕರ್ಯಗಳನ್ನು ಒದಗಿಸುವ ನಿಟ್ಟಿನಲ್ಲಿ ಸೂಕ್ತ ಕ್ರಮಗಳನ್ನು ಕೈಗೊಳ್ಳಲಾಗುವುದು ಎಂದು ತಿಳಿಸಿದ್ದಾರೆ. xyxy=(153,266,276,309)
foeticide-headline: 'ಹೆಣ್ಣುಭ್ರೂಣ ಹತ್ಯೆ; ಲಿಂಗಾನುಪಾತ ಏರುಪೇರು' xyxy=(222,357,407,372)
photo-hearing-aid-event xyxy=(10,360,215,448)
bjp-body-col3 xyxy=(483,1066,603,1138)
manipur-headline xyxy=(530,148,743,178)
